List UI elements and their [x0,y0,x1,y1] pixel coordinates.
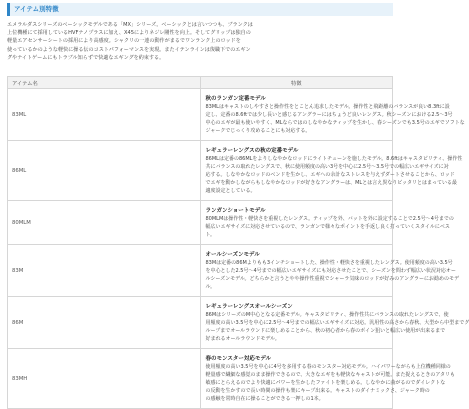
section-title: アイテム別特徴 [14,5,59,13]
item-line: を中心とした2.5号～4号までの幅広いエギサイズにも対応させたことで、シーズンを問わず幅広い状況対応オー [205,268,456,274]
item-line: 定し、定番の8.6ftでは少し長いと感じるアングラーにはちょうど良いレングス。秋シーズンにおける2.5～3号 [205,112,453,118]
item-name: 80MLM [8,201,201,245]
intro-line: グやナイトゲームにもトラブル知らずで快適なエギングを約束する。 [7,54,165,61]
item-title: レギュラーレングスオールシーズン [205,304,293,310]
table-row [8,201,393,245]
item-line: 86MLは定番の86MLをよりしなやかなロッドにライトチューンを施したモデル。8.6ftはキャスタビリティ、操作性 [205,156,463,162]
intro-line: 上位機種にて採用しているHVFナノプラスに加え、X45によりネジレ剛性を向上。そしてグリップは独自の [7,30,251,37]
item-line: でエギを動かしながらもしなやかなロッドが好きなアングラーは、MLとは言え異なりピッタリとはまっている最 [205,180,458,186]
item-name: 83ML [8,89,201,141]
item-line: 好まれるオールラウンドモデル。 [205,336,280,342]
table-row [8,141,393,201]
item-line: 幅広いエギサイズに対応させているので、ランガンで様々なポイントを手返し良く打っていくスタイルにベス [205,224,450,230]
item-line: ジャークでじっくり攻めることにも対応する。 [205,128,311,134]
item-description [200,201,454,245]
item-description [200,141,463,201]
item-title: レギュラーレングスの秋の定番モデル [205,148,299,154]
table-header-row [8,77,393,89]
item-line: 83Mは定番の86Mよりもも3インチショートした、操作性・軽快さを重視したレングス。使用頻度の高い3.5号 [205,260,453,266]
item-line: ループまでオールラウンドに楽しめることから、秋の初心者から春のボイン狙いと幅広い使用が出来るまで [205,328,446,334]
item-line: 軽量感で繊細な感覚のまま操作できるので、大きなエギをも軽快なキャストが可能。また捉えるときのアタリも [205,372,456,378]
item-text [205,311,469,343]
item-title: 春のモンスター対応モデル [205,356,272,362]
item-text [205,215,454,239]
section-header [7,3,393,16]
item-line: 83MLはキャストのしやすさと操作性をとことん追求したモデル。操作性と飛距離のバランスが良い8.3ftに設 [205,104,450,110]
item-line: ル。 [205,284,216,290]
item-text [205,363,456,403]
item-line: 86MはシリーズのM中心となる定番モデル。キャスタビリティ、操作性共にバランスの取れたレングスで、使 [205,312,449,318]
item-line: 用頻度の高い3.5号を中心に2.5号～4号までの幅広いエギサイズに対応。汎用性の高さから春秋、大型から中型までグ [205,320,469,326]
item-line: 中心のエギが最も使いやすく、MLならではのしなやかなティップを生かし、春シーズンでも3.5号のエギでソフトな [205,120,465,126]
header-item-name: アイテム名 [8,77,201,89]
item-line: の感触を常時自在に操ることができる一押しの1本。 [205,396,324,402]
item-title: ランガンショートモデル [205,208,266,214]
item-table [7,76,469,409]
item-line: ルシーズンモデル。どちらかと言うとやや操作性重視でシャーラ気味のロッドが好みのアングラーにお勧めのモデ [205,276,459,282]
item-line: 適度設定としている。 [205,188,256,194]
intro-line: 軽量エアセンサーシートの採用により高感度。シャクリの一連の動作がまるでワンランク上のロッドを [7,38,241,45]
item-line: 敏感にとらえるのでより快適にパワーを生かしたファイトを楽しめる。しなやかに曲がるのでダイレクトな [205,380,446,386]
item-text [205,259,459,291]
item-description [200,89,465,141]
item-line: 使用頻度の高い3.5号を中心に4号を多用する春のモンスター対応モデル。ハイパワーながらも上位機種同様の [205,364,451,370]
intro-line: エメラルダスシリーズのベーシックモデルである「MX」シリーズ。ベーシックとは言いつつも、ブランクは [7,22,253,28]
item-name: 83M [8,245,201,297]
item-description [200,245,459,297]
item-line: 応する。しなやかなロッドのベンドを生かし、エギへの余計なストレスを与えずダートさせることから、ロッド [205,172,455,178]
item-title: 秋のランガン定番モデル [205,96,266,102]
item-description [200,349,456,409]
item-description [200,297,469,349]
item-line: 80MLMは操作性・軽快さを重視したレングス。ティップを外、バットを外に設定することで2.5号～4号までの [205,216,454,222]
item-text [205,155,463,195]
item-name: 83MH [8,349,201,409]
header-features: 特徴 [200,77,393,89]
table-row [8,297,393,349]
item-line: 共にバランスの取れたレングスで、秋に使用頻度の高い3号を中心に2.5号～3.5号での幅広いエギサイズに対 [205,164,449,170]
table-row [8,89,393,141]
item-title: オールシーズンモデル [205,252,260,258]
intro-text [7,21,393,71]
item-name: 86ML [8,141,201,201]
item-line: ト。 [205,232,216,238]
item-text [205,103,465,135]
item-line: の反動を生かすので長い時間の操作も楽にキープ出来る。キャストのダイナミックさ、ジャーク時の [205,388,430,394]
item-name: 86M [8,297,201,349]
intro-line: 使っているかのような軽快に操る伝のコストパフォーマンスを実現。またイテンラインは復職下でのエギン [7,46,251,53]
table-row [8,245,393,297]
table-row [8,349,393,409]
